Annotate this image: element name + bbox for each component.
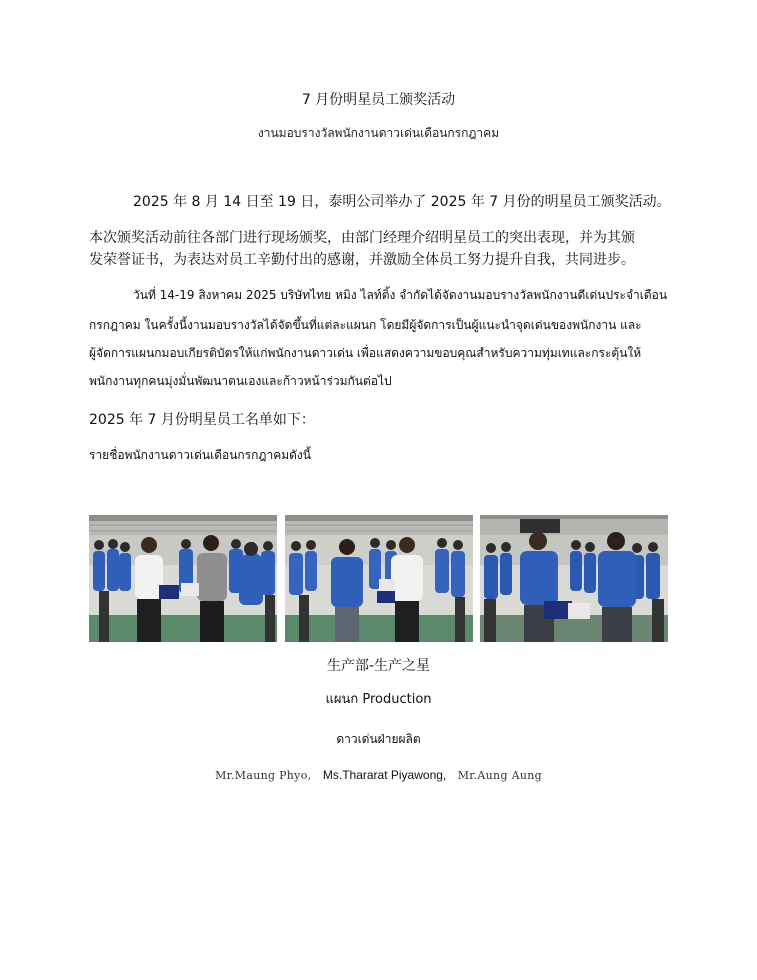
thai-paragraph-line-3: ผู้จัดการแผนกมอบเกียรติบัตรให้แก่พนักงานดาวเด่น เพื่อแสดงความขอบคุณสำหรับความทุ่มเทและกระตุ้นให้ bbox=[89, 346, 642, 360]
chinese-paragraph-line-3: 发荣誉证书，为表达对员工辛勤付出的感谢，并激励全体员工努力提升自我，共同进步。 bbox=[89, 252, 635, 268]
department-name-cn: 生产部-生产之星 bbox=[326, 658, 431, 674]
chinese-paragraph-line-1: 2025 年 8 月 14 日至 19 日，泰明公司举办了 2025 年 7 月份的明星员工颁奖活动。 bbox=[133, 194, 671, 210]
list-heading-thai: รายชื่อพนักงานดาวเด่นเดือนกรกฎาคมดังนี้ bbox=[89, 448, 311, 462]
document-subtitle: งานมอบรางวัลพนักงานดาวเด่นเดือนกรกฎาคม bbox=[257, 126, 500, 140]
list-heading: 2025 年 7 月份明星员工名单如下： bbox=[89, 412, 315, 428]
employee-name-3: Mr.Aung Aung bbox=[457, 769, 542, 782]
employee-name-1: Mr.Maung Phyo, bbox=[215, 769, 312, 782]
photo-strip bbox=[89, 515, 669, 642]
thai-paragraph-line-2: กรกฎาคม ในครั้งนี้งานมอบรางวัลได้จัดขึ้นที่แต่ละแผนก โดยมีผู้จัดการเป็นผู้แนะนำจุดเด่นของพนักงาน และ bbox=[89, 318, 642, 332]
thai-paragraph-line-4: พนักงานทุกคนมุ่งมั่นพัฒนาตนเองและก้าวหน้าร่วมกันต่อไป bbox=[89, 374, 392, 388]
chinese-paragraph-line-2: 本次颁奖活动前往各部门进行现场颁奖，由部门经理介绍明星员工的突出表现，并为其颁 bbox=[89, 230, 635, 246]
document-title: 7 月份明星员工颁奖活动 bbox=[301, 92, 456, 108]
award-photo-1 bbox=[89, 515, 277, 642]
award-photo-2 bbox=[285, 515, 473, 642]
department-name-th: แผนก Production bbox=[325, 692, 432, 707]
award-photo-3 bbox=[480, 515, 668, 642]
thai-paragraph-line-1: วันที่ 14-19 สิงหาคม 2025 บริษัทไทย หมิง ไลท์ติ้ง จำกัดได้จัดงานมอบรางวัลพนักงานดีเด่นประจำเดือน bbox=[133, 288, 668, 302]
department-star-th: ดาวเด่นฝ่ายผลิต bbox=[336, 732, 421, 746]
employee-names bbox=[0, 766, 757, 785]
employee-name-2: Ms.Thararat Piyawong, bbox=[322, 768, 447, 782]
